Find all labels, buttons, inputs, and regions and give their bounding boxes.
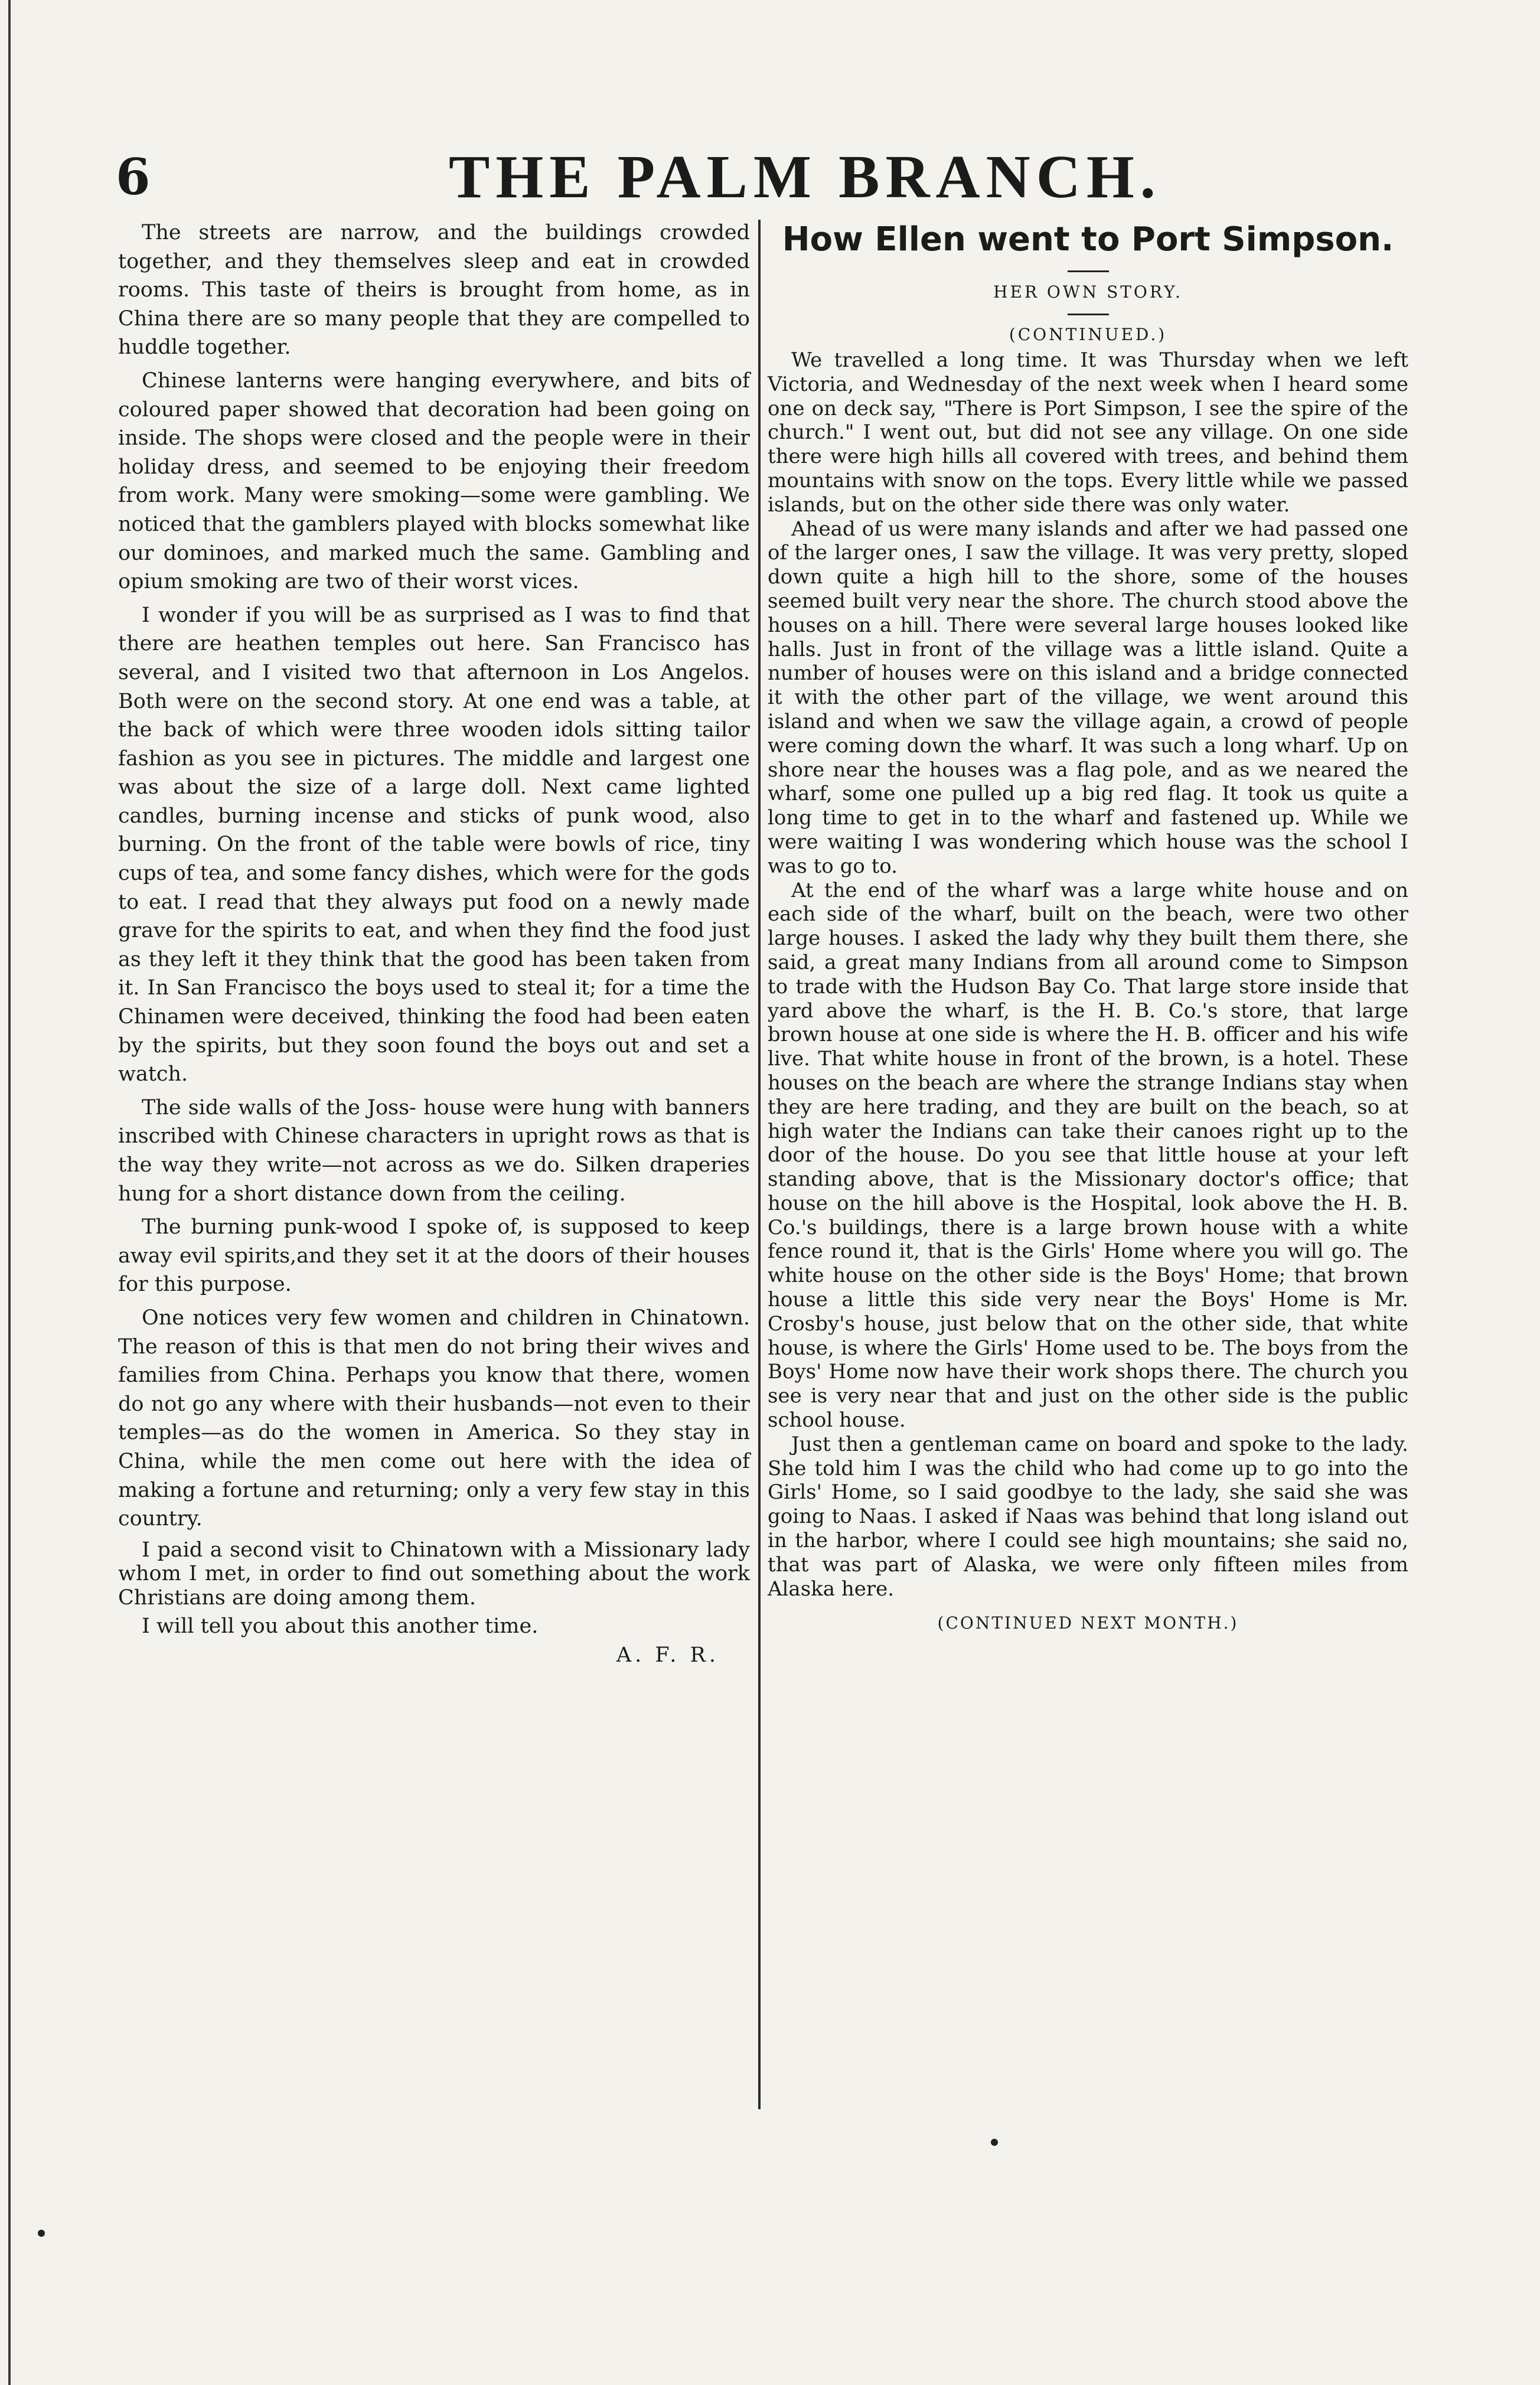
continued-label: (CONTINUED.) (1009, 325, 1167, 344)
article-subtitle: HER OWN STORY. (993, 282, 1183, 302)
ink-dot (991, 2139, 998, 2146)
paragraph: I paid a second visit to Chinatown with a Missionary lady whom I met, in order to find out something about the work Christians are doing among them. (118, 1538, 750, 1610)
right-column (768, 218, 1408, 1635)
title-rule (1068, 270, 1109, 272)
paragraph: Ahead of us were many islands and after we had passed one of the larger ones, I saw the village. It was very pretty, sloped down quite a high hill to the shore, some of the houses seemed built very near the shore. The church stood above the houses on a hill. There were several large houses looked like halls. Just in front of the village was a little island. Quite a number of houses were on this island and a bridge connected it with the other part of the village, we went around this island and when we saw the village again, a crowd of people were coming down the wharf. It was such a long wharf. Up on shore near the houses was a flag pole, and as we neared the wharf, some one pulled up a big red flag. It took us quite a long time to get in to the wharf and fastened up. While we were waiting I was wondering which house was the school I was to go to. (768, 517, 1408, 878)
paragraph: At the end of the wharf was a large white house and on each side of the wharf, built on the beach, were two other large houses. I asked the lady why they built them there, she said, a great many Indians from all around come to Simpson to trade with the Hudson Bay Co. That large store inside that yard above the wharf, is the H. B. Co.'s store, that large brown house at one side is where the H. B. officer and his wife live. That white house in front of the brown, is a hotel. These houses on the beach are where the strange Indians stay when they are here trading, and they are built on the beach, so at high water the Indians can take their canoes right up to the door of the house. Do you see that little house at your left standing above, that is the Missionary doctor's office; that house on the hill above is the Hospital, look above the H. B. Co.'s buildings, there is a large brown house with a white fence round it, that is the Girls' Home where you will go. The white house on the other side is the Boys' Home; that brown house a little this side very near the Boys' Home is Mr. Crosby's house, just below that on the other side, that white house, is where the Girls' Home used to be. The boys from the Boys' Home now have their work shops there. The church you see is very near that and just on the other side is the public school house. (768, 878, 1408, 1433)
paragraph: The side walls of the Joss- house were hung with banners inscribed with Chinese characters in upright rows as that is the way they write—not across as we do. Silken draperies hung for a short distance down from the ceiling. (118, 1095, 750, 1206)
paragraph: Chinese lanterns were hanging everywhere, and bits of coloured paper showed that decoration had been going on inside. The shops were closed and the people were in their holiday dress, and seemed to be enjoying their freedom from work. Many were smoking—some were gambling. We noticed that the gamblers played with blocks somewhat like our dominoes, and marked much the same. Gambling and opium smoking are two of their worst vices. (118, 368, 750, 594)
paragraph: One notices very few women and children in Chinatown. The reason of this is that men do not bring their wives and families from China. Perhaps you know that there, women do not go any where with their husbands—not even to their temples—as do the women in America. So they stay in China, while the men come out here with the idea of making a fortune and returning; only a very few stay in this country. (118, 1306, 750, 1531)
author-signature: A. F. R. (616, 1643, 719, 1667)
paragraph: Just then a gentleman came on board and spoke to the lady. She told him I was the child who had come up to go into the Girls' Home, so I said goodbye to the lady, she said she was going to Naas. I asked if Naas was behind that long island out in the harbor, where I could see high mountains; she said no, that was part of Alaska, we were only fifteen miles from Alaska here. (768, 1432, 1408, 1601)
left-column (118, 218, 750, 1667)
paragraph: I will tell you about this another time. (142, 1614, 539, 1639)
continued-next-label: (CONTINUED NEXT MONTH.) (937, 1613, 1239, 1633)
page-number: 6 (116, 148, 151, 206)
page-edge-rule (8, 0, 11, 2385)
article-title: How Ellen went to Port Simpson. (782, 220, 1394, 259)
column-divider (758, 220, 761, 2109)
paragraph: I wonder if you will be as surprised as I was to find that there are heathen temples out here. San Francisco has several, and I visited two that afternoon in Los Angelos. Both were on the second story. At one end was a table, at the back of which were three wooden idols sitting tailor fashion as you see in pictures. The middle and largest one was about the size of a large doll. Next came lighted candles, burning incense and sticks of punk wood, also burning. On the front of the table were bowls of rice, tiny cups of tea, and some fancy dishes, which were for the gods to eat. I read that they always put food on a newly made grave for the spirits to eat, and when they find the food just as they left it they think that the good has been taken from it. In San Francisco the boys used to steal it; for a time the Chinamen were deceived, thinking the food had been eaten by the spirits, but they soon found the boys out and set a watch. (118, 603, 750, 1087)
masthead-title: THE PALM BRANCH. (449, 143, 1161, 211)
ink-dot (38, 2230, 45, 2237)
subtitle-rule (1068, 314, 1109, 315)
paragraph: We travelled a long time. It was Thursday when we left Victoria, and Wednesday of the next week when I heard some one on deck say, "There is Port Simpson, I see the spire of the church." I went out, but did not see any village. On one side there were high hills all covered with trees, and behind them mountains with snow on the tops. Every little while we passed islands, but on the other side there was only water. (768, 348, 1408, 517)
paragraph: The burning punk-wood I spoke of, is supposed to keep away evil spirits,and they set it at the doors of their houses for this purpose. (118, 1215, 750, 1297)
paragraph: The streets are narrow, and the buildings crowded together, and they themselves sleep and eat in crowded rooms. This taste of theirs is brought from home, as in China there are so many people that they are compelled to huddle together. (118, 221, 750, 360)
